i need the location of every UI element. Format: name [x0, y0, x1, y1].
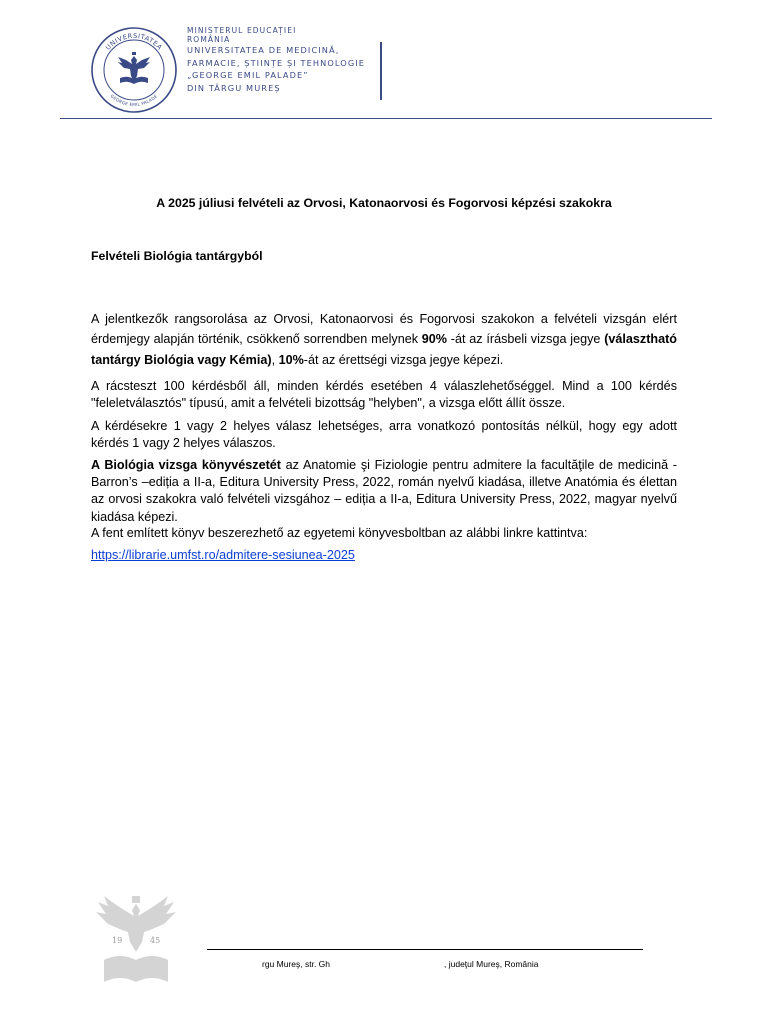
logo-year-left: 19	[112, 936, 123, 945]
bookstore-link[interactable]: https://librarie.umfst.ro/admitere-sesiunea-2025	[91, 548, 355, 562]
seal-top-text: UNIVERSITATEA	[104, 31, 164, 52]
paragraph-ranking	[91, 309, 677, 370]
p1-text-a: A jelentkezők rangsorolása az Orvosi, Katonaorvosi és Fogorvosi szakokon a felvételi vizsgán elért érdemjegy alapján történik, csökkenő sorrendben melynek	[91, 312, 677, 347]
footer-anniversary-logo	[76, 886, 196, 986]
p1-percent-90: 90%	[421, 332, 448, 347]
ministry-line-1: MINISTERUL EDUCAȚIEI	[187, 26, 297, 35]
ministry-line-2: ROMÂNIA	[187, 34, 231, 44]
p1-subject-choice: (választható tantárgy Biológia vagy Kémia)	[91, 332, 677, 367]
logo-year-right: 45	[150, 936, 161, 945]
p4-text: az Anatomie şi Fiziologie pentru admitere la facultăţile de medicină - Barron’s –ediția a II-a, Editura University Press, 2022, román nyelvű kiadása, illetve Anatómia és élettan az orvosi szakokra való felvételi vizsgához – ediția a II-a, Editura University Press, 2022, magyar nyelvű kiadása képezi.	[91, 458, 677, 524]
letterhead	[0, 0, 768, 120]
university-line-3: „GEORGE EMIL PALADE”	[187, 70, 309, 80]
document-title: A 2025 júliusi felvételi az Orvosi, Katonaorvosi és Fogorvosi képzési szakokra	[156, 196, 612, 210]
p4-bold-lead: A Biológia vizsga könyvészetét	[91, 458, 281, 472]
footer-address-left: rgu Mureş, str. Gh	[262, 959, 331, 969]
paragraph-answers: A kérdésekre 1 vagy 2 helyes válasz lehetséges, arra vonatkozó pontosítás nélkül, hogy egy adott kérdés 1 vagy 2 helyes válaszos.	[91, 419, 677, 451]
p1-text-g: -át az érettségi vizsga jegye képezi.	[303, 352, 504, 367]
institution-name-block	[187, 27, 365, 94]
university-line-2: FARMACIE, ȘTIINȚE ȘI TEHNOLOGIE	[187, 57, 366, 68]
university-line-1: UNIVERSITATEA DE MEDICINĂ,	[187, 45, 340, 55]
header-vertical-divider	[380, 42, 382, 100]
footer-address-right: , judeţul Mureş, România	[444, 959, 539, 969]
eagle-icon	[118, 52, 150, 84]
paragraph-test-format: A rácsteszt 100 kérdésből áll, minden kérdés esetében 4 válaszlehetőséggel. Mind a 100 kérdés "feleletválasztós" típusú, amit a felvételi bizottság "helyben", a vizsga előtt állít össze.	[91, 379, 677, 411]
paragraph-bookstore: A fent említett könyv beszerezhető az egyetemi könyvesboltban az alábbi linkre kattintva:	[91, 526, 588, 540]
university-seal-logo	[90, 26, 178, 114]
header-rule	[60, 118, 712, 119]
footer-rule	[207, 949, 643, 950]
seal-bottom-text: GEORGE EMIL PALADE	[109, 93, 159, 108]
p1-percent-10: 10%	[278, 352, 304, 367]
university-line-4: DIN TÂRGU MUREȘ	[187, 82, 281, 93]
document-subtitle: Felvételi Biológia tantárgyból	[91, 249, 263, 263]
p1-text-c: -át az írásbeli vizsga jegye	[447, 332, 605, 347]
p1-text-e: ,	[271, 352, 279, 367]
paragraph-bibliography	[91, 457, 677, 526]
eagle-watermark-icon	[96, 896, 176, 982]
